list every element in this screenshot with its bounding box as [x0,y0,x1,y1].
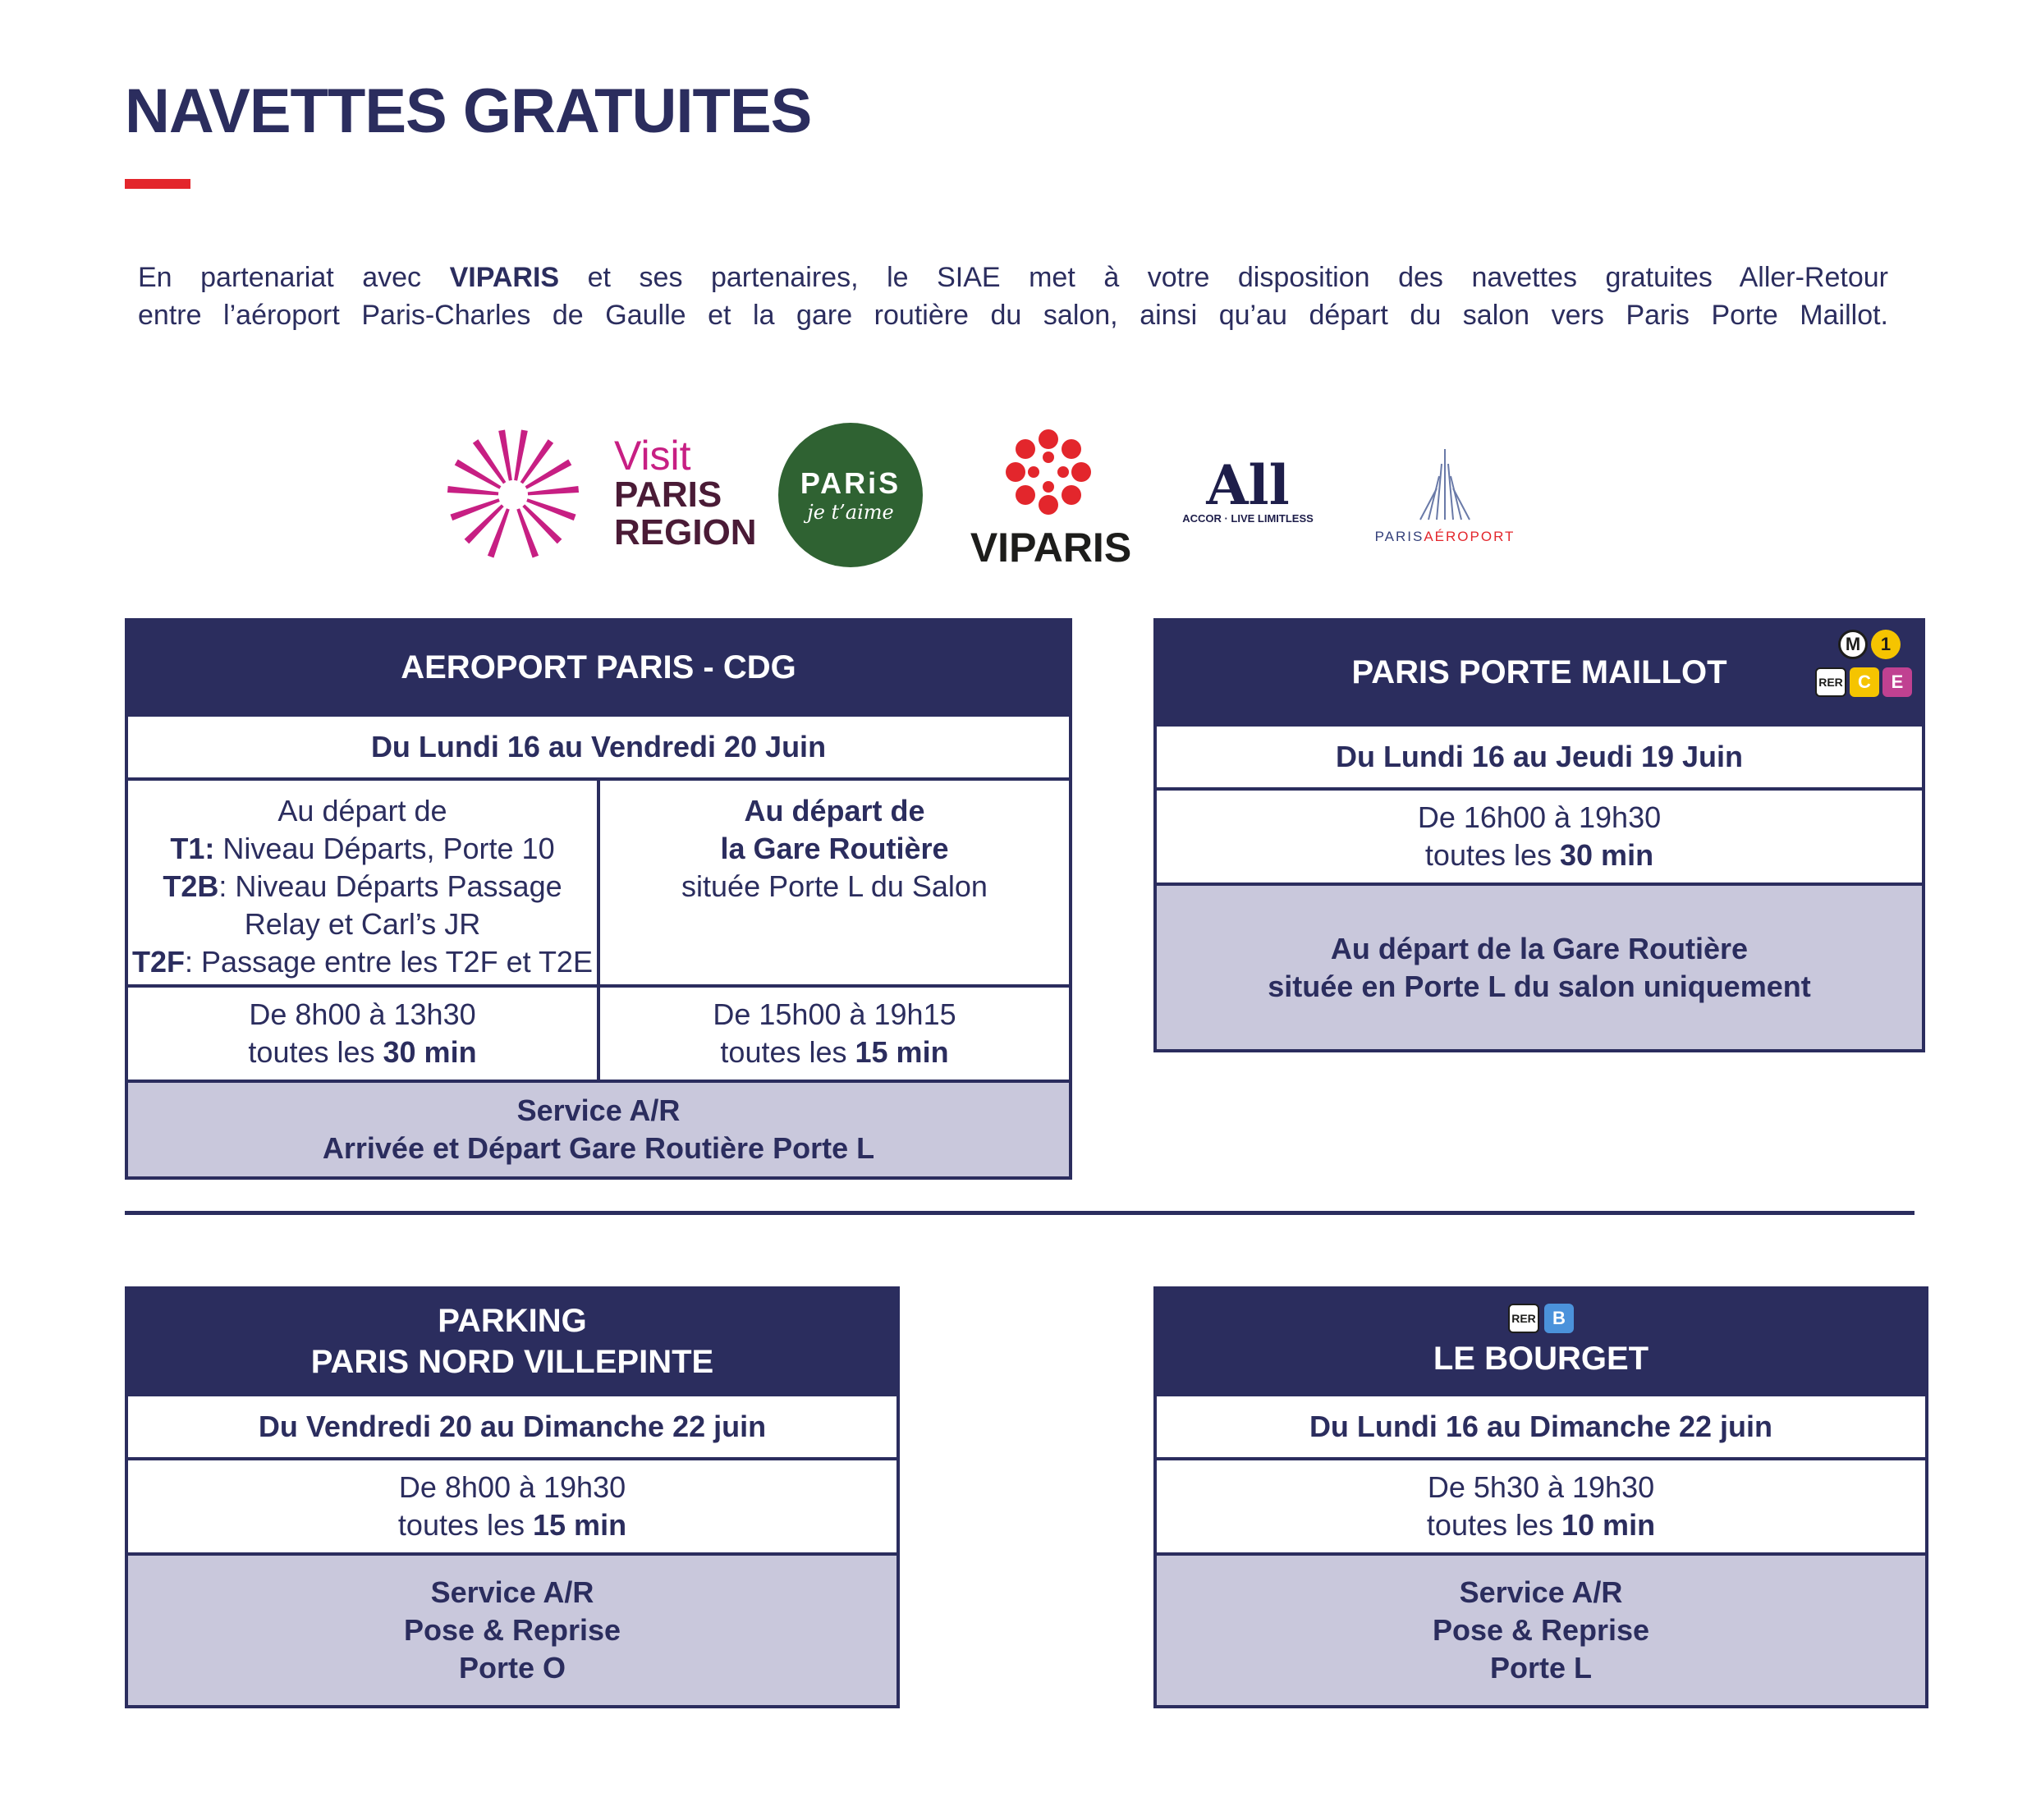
maillot-footer-l1: Au départ de la Gare Routière [1330,931,1749,965]
paris-je-taime-logo [778,423,923,567]
maillot-footer-l2: située en Porte L du salon uniquement [1268,969,1811,1003]
bourget-dates: Du Lundi 16 au Dimanche 22 juin [1157,1393,1925,1457]
parking-footer-l1: Service A/R [430,1575,594,1609]
parking-dates: Du Vendredi 20 au Dimanche 22 juin [128,1393,896,1457]
intro-paragraph [138,259,1888,334]
maillot-hours-cell [1157,787,1922,882]
cdg-right-frequency: toutes les 15 min [720,1035,949,1069]
accor-all-logo [1166,453,1330,525]
parking-header-l1: PARKING [438,1303,587,1339]
metro-icon: M [1838,630,1868,659]
paris-aeroport-tower-icon [1412,447,1478,521]
rer-icon: RER [1508,1304,1539,1333]
cdg-right-hours: De 15h00 à 19h15 [713,997,956,1031]
parking-hours: De 8h00 à 19h30 [398,1470,626,1504]
section-divider [125,1211,1914,1215]
cdg-right-l1: Au départ de [744,794,925,827]
cdg-dates: Du Lundi 16 au Vendredi 20 Juin [128,713,1069,777]
cdg-left-frequency: toutes les 30 min [248,1035,477,1069]
visit-paris-region-wordmark [614,435,762,552]
rer-e-icon: E [1882,667,1912,697]
maillot-header [1157,621,1922,723]
cdg-hours [128,984,1069,1080]
cdg-shuttle-box [125,618,1072,1180]
rer-c-icon: C [1850,667,1879,697]
parking-header-l2: PARIS NORD VILLEPINTE [310,1344,714,1380]
cdg-t1: T1: Niveau Départs, Porte 10 [170,832,555,865]
parking-header [128,1290,896,1393]
intro-text-2: et ses partenaires, le SIAE met à votre disposition des navettes gratuites Aller-Retour [559,262,1888,293]
cdg-right-l3: située Porte L du Salon [681,869,988,903]
intro-viparis: VIPARIS [449,262,560,293]
rer-icon: RER [1815,667,1846,697]
bourget-footer-l1: Service A/R [1459,1575,1623,1609]
cdg-footer [128,1080,1069,1176]
region-text: REGION [614,512,757,552]
cdg-t2f: T2F: Passage entre les T2F et T2E [132,945,593,979]
paris-je-taime-tagline: je t’aime [807,501,894,524]
maillot-transit-badges [1815,628,1905,702]
viparis-wordmark: VIPARIS [970,525,1132,571]
maillot-footer [1157,882,1922,1049]
cdg-departure-points [128,777,1069,984]
cdg-right-l2: la Gare Routière [720,832,949,865]
paris-text: PARIS [614,474,722,515]
bourget-hours: De 5h30 à 19h30 [1427,1470,1655,1504]
bourget-hours-cell [1157,1457,1925,1552]
title-underline [125,179,190,189]
bourget-footer-l3: Porte L [1489,1651,1592,1685]
maillot-shuttle-box [1153,618,1925,1052]
cdg-footer-l2: Arrivée et Départ Gare Routière Porte L [322,1131,875,1165]
parking-shuttle-box [125,1286,900,1708]
visit-paris-region-starburst-icon [439,425,587,565]
maillot-hours: De 16h00 à 19h30 [1417,800,1662,834]
bourget-footer [1157,1552,1925,1705]
cdg-t2b-2: Relay et Carl’s JR [244,907,481,941]
cdg-t2b: T2B: Niveau Départs Passage [163,869,562,903]
bourget-header [1157,1290,1925,1393]
maillot-header-text: PARIS PORTE MAILLOT [1351,653,1727,690]
cdg-left-hours-cell [128,988,597,1080]
maillot-dates: Du Lundi 16 au Jeudi 19 Juin [1157,723,1922,787]
paris-je-taime-title: PARiS [800,466,901,500]
accor-tagline: ACCOR · LIVE LIMITLESS [1182,512,1314,525]
viparis-flower-icon [1003,427,1094,517]
cdg-right-hours-cell [597,988,1069,1080]
parking-footer-l3: Porte O [458,1651,566,1685]
metro-line-1-icon: 1 [1871,630,1901,659]
paris-aeroport-wordmark: PARISAÉROPORT [1374,529,1516,544]
parking-footer [128,1552,896,1705]
cdg-left-intro: Au départ de [277,794,447,827]
cdg-header: AEROPORT PARIS - CDG [128,621,1069,713]
parking-frequency: toutes les 15 min [397,1508,627,1542]
bourget-transit-badges [1508,1304,1574,1333]
intro-line-2: entre l’aéroport Paris-Charles de Gaulle et la gare routière du salon, ainsi qu’au départ du salon vers Paris Porte Maillot. [138,300,1888,331]
bourget-shuttle-box [1153,1286,1928,1708]
intro-text-1: En partenariat avec [138,262,450,293]
cdg-footer-l1: Service A/R [516,1093,681,1127]
cdg-left-hours: De 8h00 à 13h30 [249,997,476,1031]
cdg-gare-routiere-cell [597,781,1069,984]
paris-aeroport-logo [1367,447,1523,545]
bourget-footer-l2: Pose & Reprise [1432,1613,1650,1647]
cdg-terminals-cell [128,781,597,984]
all-text: All [1206,453,1290,517]
parking-footer-l2: Pose & Reprise [403,1613,621,1647]
maillot-frequency: toutes les 30 min [1424,838,1654,872]
page-title: NAVETTES GRATUITES [125,76,812,146]
rer-b-icon: B [1544,1304,1574,1333]
bourget-frequency: toutes les 10 min [1426,1508,1656,1542]
bourget-header-text: LE BOURGET [1433,1341,1649,1377]
visit-text: Visit [614,433,691,479]
parking-hours-cell [128,1457,896,1552]
